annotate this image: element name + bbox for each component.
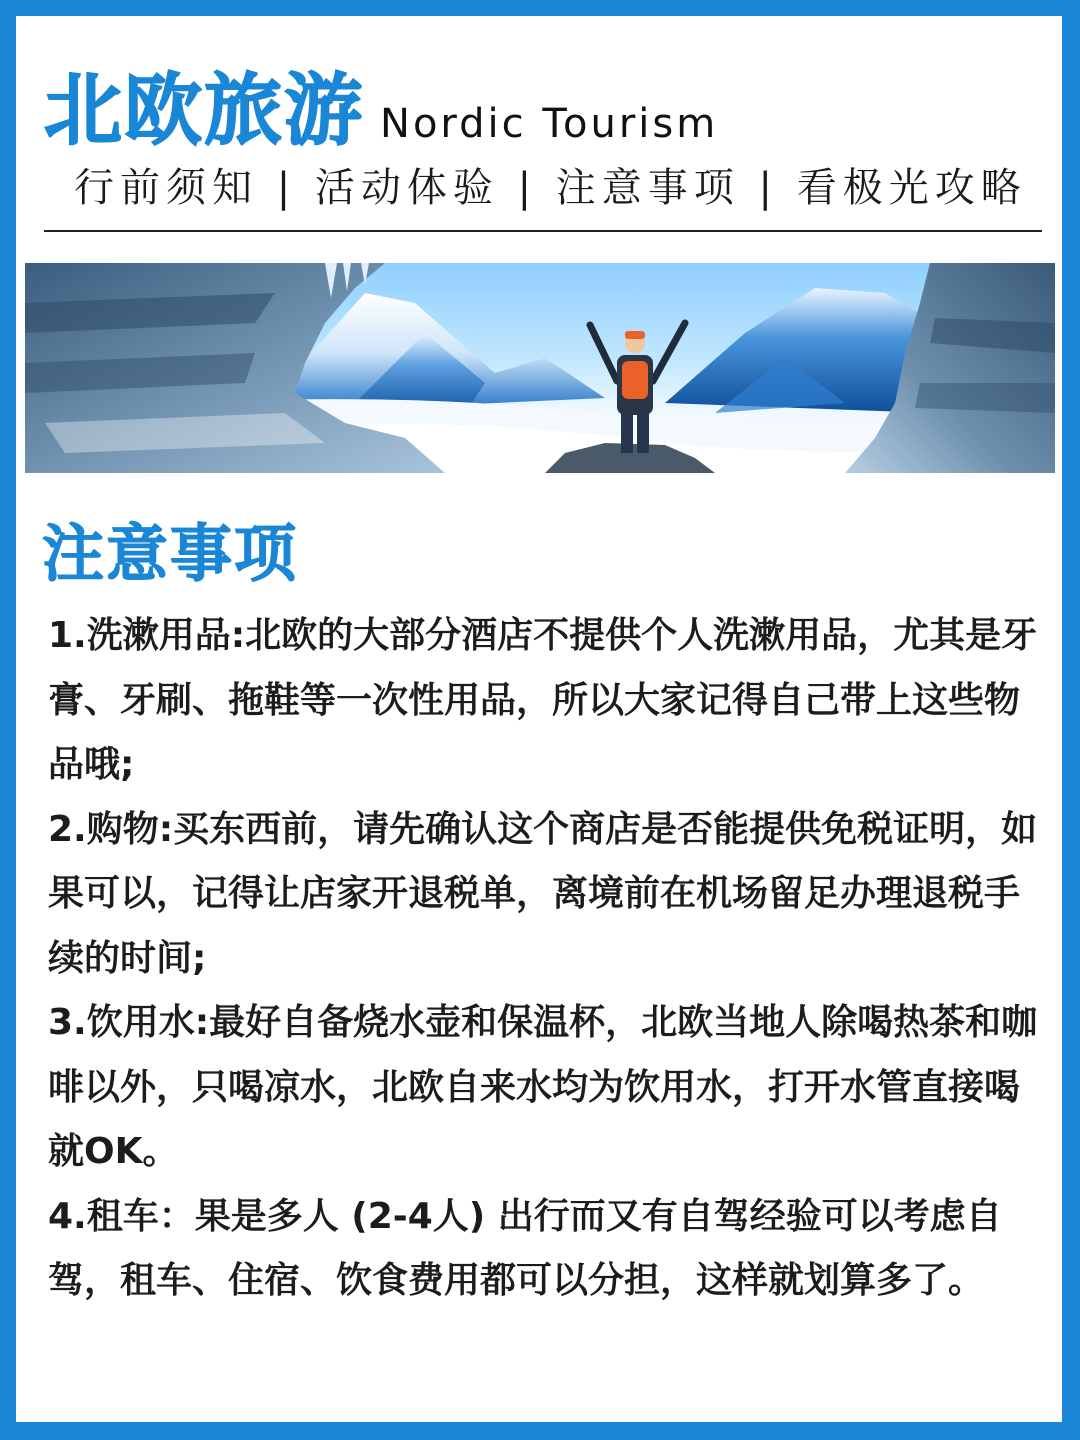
list-item: 1.洗漱用品:北欧的大部分酒店不提供个人洗漱用品，尤其是牙膏、牙刷、拖鞋等一次性用品，所以大家记得自己带上这些物品哦; (48, 615, 1038, 785)
banner-image (25, 263, 1055, 473)
poster-card (16, 16, 1062, 1422)
topic-nav: 行前须知 | 活动体验 | 注意事项 | 看极光攻略 (74, 165, 1027, 211)
page-subtitle: Nordic Tourism (380, 101, 719, 147)
hiker-mountain-illustration (25, 263, 1055, 473)
list-item: 3.饮用水:最好自备烧水壶和保温杯，北欧当地人除喝热茶和咖啡以外，只喝凉水，北欧自来水均为饮用水，打开水管直接喝就OK。 (48, 1002, 1038, 1172)
section-title: 注意事项 (42, 517, 299, 590)
list-item: 4.租车：果是多人 (2-4人) 出行而又有自驾经验可以考虑自驾，租车、住宿、饮食费用都可以分担，这样就划算多了。 (48, 1195, 1002, 1301)
list-item: 2.购物:买东西前，请先确认这个商店是否能提供免税证明，如果可以，记得让店家开退税单，离境前在机场留足办理退税手续的时间; (48, 808, 1038, 979)
page-title: 北欧旅游 (44, 66, 365, 156)
divider (44, 230, 1042, 232)
notes-list (48, 604, 1038, 1314)
header (44, 48, 718, 158)
